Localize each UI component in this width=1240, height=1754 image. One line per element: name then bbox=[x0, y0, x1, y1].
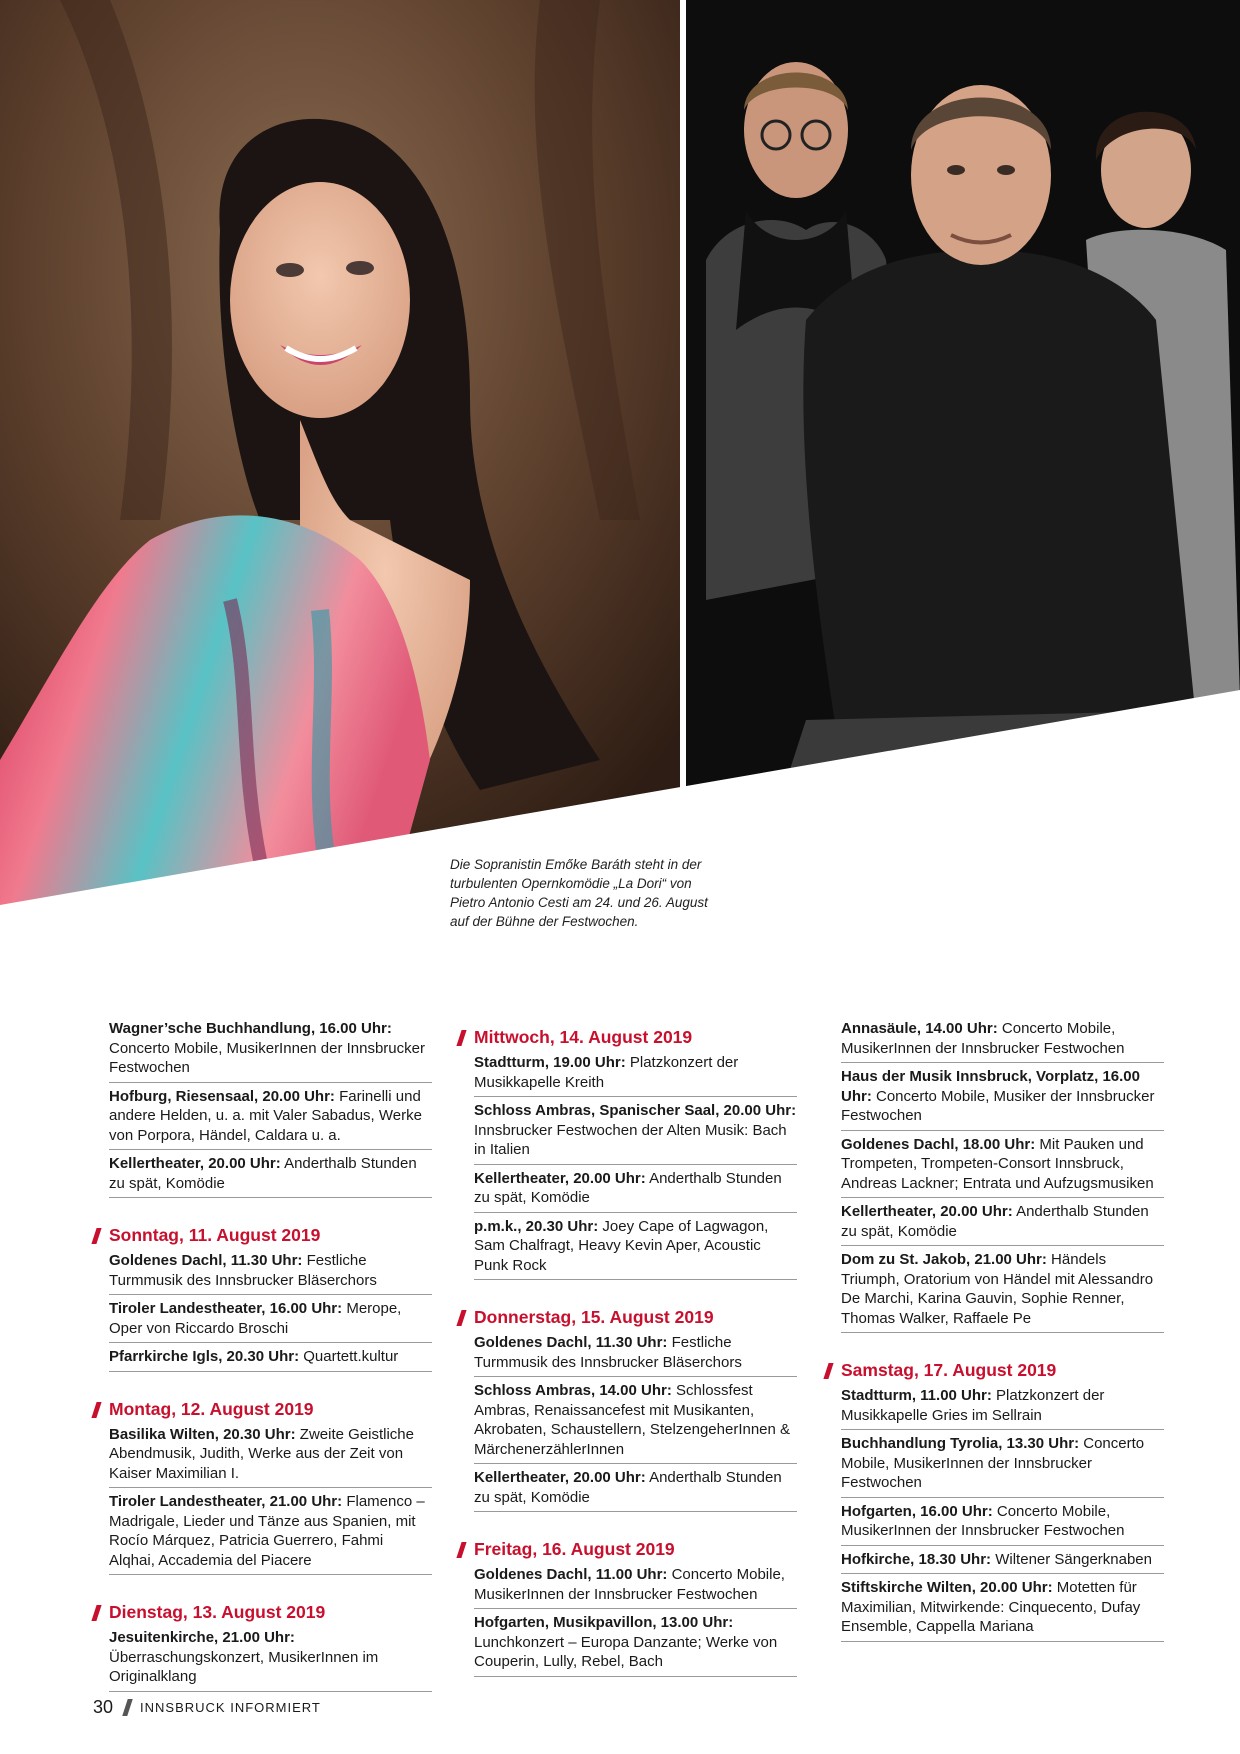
event-location-time: Hofgarten, 16.00 Uhr: bbox=[841, 1502, 993, 1520]
event-entry bbox=[474, 1100, 797, 1165]
event-location-time: Goldenes Dachl, 11.30 Uhr: bbox=[474, 1334, 668, 1351]
event-description: Concerto Mobile, Musiker der Innsbrucker Festwochen bbox=[841, 1087, 1155, 1124]
event-entry bbox=[109, 1153, 432, 1198]
day-heading: Montag, 12. August 2019 bbox=[109, 1398, 432, 1420]
event-entry bbox=[109, 1086, 432, 1151]
event-entry bbox=[109, 1250, 432, 1295]
event-column-3 bbox=[841, 1018, 1164, 1645]
event-description: Überraschungskonzert, MusikerInnen im Originalklang bbox=[109, 1648, 379, 1685]
event-description: Joey Cape of Lagwagon, Sam Chalfragt, Heavy Kevin Aper, Acoustic Punk Rock bbox=[474, 1217, 769, 1274]
event-description: Schlossfest Ambras, Renaissancefest mit Musikanten, Akrobaten, Schaustellern, StelzengeherInnen & MärchenerzählerInnen bbox=[474, 1382, 791, 1458]
event-description: Concerto Mobile, MusikerInnen der Innsbrucker Festwochen bbox=[841, 1020, 1125, 1057]
event-entry bbox=[474, 1052, 797, 1097]
event-description: Concerto Mobile, MusikerInnen der Innsbrucker Festwochen bbox=[109, 1039, 425, 1076]
event-entry bbox=[841, 1501, 1164, 1546]
event-entry bbox=[109, 1346, 432, 1372]
event-entry bbox=[841, 1385, 1164, 1430]
event-entry bbox=[474, 1216, 797, 1281]
event-entry bbox=[474, 1612, 797, 1677]
day-heading: Dienstag, 13. August 2019 bbox=[109, 1601, 432, 1623]
event-entry bbox=[841, 1066, 1164, 1131]
event-location-time: Kellertheater, 20.00 Uhr: bbox=[109, 1155, 281, 1172]
event-location-time: Annasäule, 14.00 Uhr: bbox=[841, 1020, 998, 1037]
event-entry bbox=[109, 1491, 432, 1575]
event-description: Farinelli und andere Helden, u. a. mit Valer Sabadus, Werke von Porpora, Händel, Caldara u. a. bbox=[109, 1087, 422, 1144]
event-column-1 bbox=[109, 1018, 432, 1695]
event-location-time: Kellertheater, 20.00 Uhr: bbox=[474, 1469, 646, 1486]
event-location-time: Basilika Wilten, 20.30 Uhr: bbox=[109, 1425, 296, 1443]
event-entry bbox=[841, 1577, 1164, 1642]
day-heading: Freitag, 16. August 2019 bbox=[474, 1538, 797, 1560]
event-location-time: Stiftskirche Wilten, 20.00 Uhr: bbox=[841, 1579, 1053, 1596]
event-description: Innsbrucker Festwochen der Alten Musik: Bach in Italien bbox=[474, 1121, 787, 1158]
event-location-time: Schloss Ambras, Spanischer Saal, 20.00 Uhr: bbox=[474, 1102, 797, 1119]
event-location-time: Kellertheater, 20.00 Uhr: bbox=[474, 1169, 646, 1187]
event-entry bbox=[841, 1134, 1164, 1199]
page-footer bbox=[93, 1697, 321, 1718]
event-location-time: Hofkirche, 18.30 Uhr: bbox=[841, 1550, 992, 1568]
day-heading: Sonntag, 11. August 2019 bbox=[109, 1224, 432, 1246]
event-entry bbox=[109, 1424, 432, 1489]
event-location-time: Tiroler Landestheater, 16.00 Uhr: bbox=[109, 1300, 343, 1317]
event-entry bbox=[841, 1201, 1164, 1246]
event-location-time: Haus der Musik Innsbruck, Vorplatz, 16.00 Uhr: bbox=[841, 1068, 1140, 1105]
event-description: Mit Pauken und Trompeten, Trompeten-Consort Innsbruck, Andreas Lackner; Entrata und Aufzugsmusiken bbox=[841, 1135, 1154, 1192]
event-description: Festliche Turmmusik des Innsbrucker Bläserchors bbox=[474, 1334, 742, 1371]
event-description: Merope, Oper von Riccardo Broschi bbox=[109, 1300, 402, 1337]
page-number: 30 bbox=[93, 1697, 114, 1717]
event-entry bbox=[474, 1380, 797, 1464]
event-location-time: Stadtturm, 19.00 Uhr: bbox=[474, 1054, 626, 1071]
event-location-time: Hofburg, Riesensaal, 20.00 Uhr: bbox=[109, 1087, 335, 1105]
event-column-2 bbox=[474, 1018, 797, 1680]
day-heading: Mittwoch, 14. August 2019 bbox=[474, 1026, 797, 1048]
event-entry bbox=[474, 1332, 797, 1377]
day-heading: Samstag, 17. August 2019 bbox=[841, 1359, 1164, 1381]
event-location-time: Goldenes Dachl, 11.30 Uhr: bbox=[109, 1252, 303, 1269]
event-description: Festliche Turmmusik des Innsbrucker Bläserchors bbox=[109, 1252, 377, 1289]
publication-name: INNSBRUCK INFORMIERT bbox=[140, 1700, 321, 1715]
day-heading: Donnerstag, 15. August 2019 bbox=[474, 1306, 797, 1328]
event-entry bbox=[474, 1168, 797, 1213]
event-description: Quartett.kultur bbox=[299, 1348, 399, 1365]
event-description: Motetten für Maximilian, Mitwirkende: Cinquecento, Dufay Ensemble, Cappella Mariana bbox=[841, 1579, 1141, 1635]
event-location-time: Tiroler Landestheater, 21.00 Uhr: bbox=[109, 1493, 343, 1510]
event-location-time: Goldenes Dachl, 11.00 Uhr: bbox=[474, 1566, 668, 1583]
event-entry bbox=[474, 1467, 797, 1512]
event-description: Platzkonzert der Musikkapelle Kreith bbox=[474, 1054, 739, 1091]
event-location-time: Kellertheater, 20.00 Uhr: bbox=[841, 1203, 1013, 1220]
event-description: Concerto Mobile, MusikerInnen der Innsbrucker Festwochen bbox=[841, 1435, 1145, 1491]
event-description: Anderthalb Stunden zu spät, Komödie bbox=[841, 1203, 1149, 1240]
event-description: Platzkonzert der Musikkapelle Gries im Sellrain bbox=[841, 1387, 1105, 1424]
event-location-time: Dom zu St. Jakob, 21.00 Uhr: bbox=[841, 1251, 1047, 1268]
event-location-time: Jesuitenkirche, 21.00 Uhr: bbox=[109, 1629, 295, 1646]
slash-divider bbox=[122, 1699, 133, 1716]
event-description: Wiltener Sängerknaben bbox=[991, 1550, 1152, 1568]
event-entry bbox=[841, 1018, 1164, 1063]
event-location-time: Buchhandlung Tyrolia, 13.30 Uhr: bbox=[841, 1435, 1080, 1452]
event-description: Concerto Mobile, MusikerInnen der Innsbrucker Festwochen bbox=[841, 1502, 1125, 1539]
event-description: Concerto Mobile, MusikerInnen der Innsbrucker Festwochen bbox=[474, 1566, 785, 1603]
event-location-time: p.m.k., 20.30 Uhr: bbox=[474, 1217, 599, 1235]
event-description: Zweite Geistliche Abendmusik, Judith, Werke aus der Zeit von Kaiser Maximilian I. bbox=[109, 1425, 414, 1482]
event-entry bbox=[109, 1018, 432, 1083]
event-description: Flamenco – Madrigale, Lieder und Tänze aus Spanien, mit Rocío Márquez, Patricia Guerrero, Fahmi Alqhai, Accademia del Piacere bbox=[109, 1493, 425, 1569]
event-description: Händels Triumph, Oratorium von Händel mit Alessandro De Marchi, Karina Gauvin, Sophie Renner, Thomas Walker, Raffaele Pe bbox=[841, 1251, 1154, 1327]
event-location-time: Stadtturm, 11.00 Uhr: bbox=[841, 1387, 992, 1404]
event-description: Anderthalb Stunden zu spät, Komödie bbox=[474, 1469, 782, 1506]
event-entry bbox=[474, 1564, 797, 1609]
event-description: Lunchkonzert – Europa Danzante; Werke von Couperin, Lully, Rebel, Bach bbox=[474, 1633, 778, 1670]
event-location-time: Schloss Ambras, 14.00 Uhr: bbox=[474, 1382, 672, 1399]
event-description: Anderthalb Stunden zu spät, Komödie bbox=[109, 1155, 417, 1192]
event-location-time: Wagner’sche Buchhandlung, 16.00 Uhr: bbox=[109, 1020, 392, 1037]
event-entry bbox=[109, 1298, 432, 1343]
event-location-time: Pfarrkirche Igls, 20.30 Uhr: bbox=[109, 1348, 300, 1365]
event-description: Anderthalb Stunden zu spät, Komödie bbox=[474, 1169, 782, 1206]
event-location-time: Goldenes Dachl, 18.00 Uhr: bbox=[841, 1135, 1036, 1153]
event-entry bbox=[841, 1549, 1164, 1575]
event-entry bbox=[841, 1433, 1164, 1498]
photo-caption: Die Sopranistin Emőke Baráth steht in der turbulenten Opernkomödie „La Dori“ von Pietro Antonio Cesti am 24. und 26. August auf der Bühne der Festwochen. bbox=[450, 857, 708, 929]
event-entry bbox=[841, 1249, 1164, 1333]
event-entry bbox=[109, 1627, 432, 1692]
event-location-time: Hofgarten, Musikpavillon, 13.00 Uhr: bbox=[474, 1614, 734, 1631]
